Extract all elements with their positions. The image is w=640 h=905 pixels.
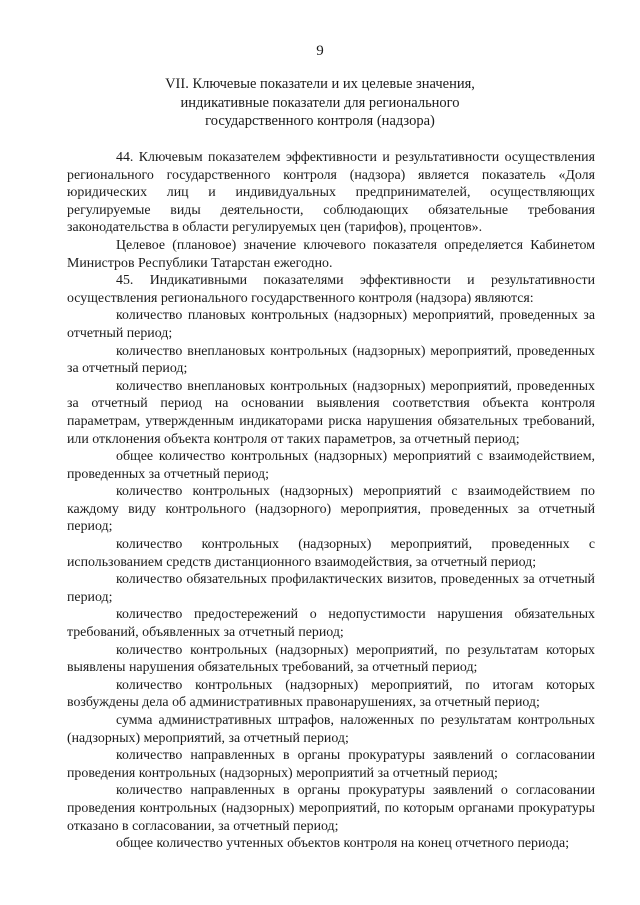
indicator-item: количество контрольных (надзорных) мероприятий, по итогам которых возбуждены дела об административных правонарушениях, за отчетный период; xyxy=(67,677,595,711)
section-heading-line: VII. Ключевые показатели и их целевые значения, xyxy=(165,76,475,92)
section-heading-line: государственного контроля (надзора) xyxy=(205,113,435,129)
indicator-item: количество плановых контрольных (надзорных) мероприятий, проведенных за отчетный период; xyxy=(67,308,595,341)
paragraph-44: 44. Ключевым показателем эффективности и результативности осуществления регионального государственного контроля (надзора) является показатель «Доля юридических лиц и индивидуальных предпринимателей, осуществляющих регулируемые виды деятельности, соблюдающих обязательные требования законодательства в области регулируемых цен (тарифов), процентов». xyxy=(67,150,595,236)
section-heading xyxy=(60,75,580,131)
indicator-item: количество обязательных профилактических визитов, проведенных за отчетный период; xyxy=(67,572,595,605)
section-heading-line: индикативные показатели для регионального xyxy=(180,94,460,111)
indicator-item: количество внеплановых контрольных (надзорных) мероприятий, проведенных за отчетный период; xyxy=(67,343,595,377)
indicator-item: количество контрольных (надзорных) мероприятий, по результатам которых выявлены нарушения обязательных требований, за отчетный период; xyxy=(67,642,595,676)
indicator-item: общее количество контрольных (надзорных) мероприятий с взаимодействием, проведенных за отчетный период; xyxy=(67,449,595,482)
indicator-item: количество направленных в органы прокуратуры заявлений о согласовании проведения контрольных (надзорных) мероприятий за отчетный период; xyxy=(67,748,595,781)
indicator-item: общее количество учтенных объектов контроля на конец отчетного периода; xyxy=(116,836,570,852)
paragraph-target-value: Целевое (плановое) значение ключевого показателя определяется Кабинетом Министров Республики Татарстан ежегодно. xyxy=(67,237,595,271)
indicator-item: количество контрольных (надзорных) мероприятий с взаимодействием по каждому виду контрольного (надзорного) мероприятия, проведенных за отчетный период; xyxy=(67,484,595,535)
indicator-item: количество контрольных (надзорных) мероприятий, проведенных с использованием средств дистанционного взаимодействия, за отчетный период; xyxy=(67,537,595,570)
paragraph-45: 45. Индикативными показателями эффективности и результативности осуществления регионального государственного контроля (надзора) являются: xyxy=(67,273,595,306)
indicator-item: сумма административных штрафов, наложенных по результатам контрольных (надзорных) мероприятий, за отчетный период; xyxy=(67,713,595,746)
indicator-item: количество предостережений о недопустимости нарушения обязательных требований, объявленных за отчетный период; xyxy=(67,607,595,641)
indicator-item: количество направленных в органы прокуратуры заявлений о согласовании проведения контрольных (надзорных) мероприятий, по которым органами прокуратуры отказано в согласовании, за отчетный период; xyxy=(67,783,595,834)
indicator-item: количество внеплановых контрольных (надзорных) мероприятий, проведенных за отчетный период на основании выявления соответствия объекта контроля параметрам, утвержденным индикаторами риска нарушения обязательных требований, или отклонения объекта контроля от таких параметров, за отчетный период; xyxy=(67,378,595,447)
document-body xyxy=(67,149,595,853)
page-number: 9 xyxy=(316,43,324,59)
